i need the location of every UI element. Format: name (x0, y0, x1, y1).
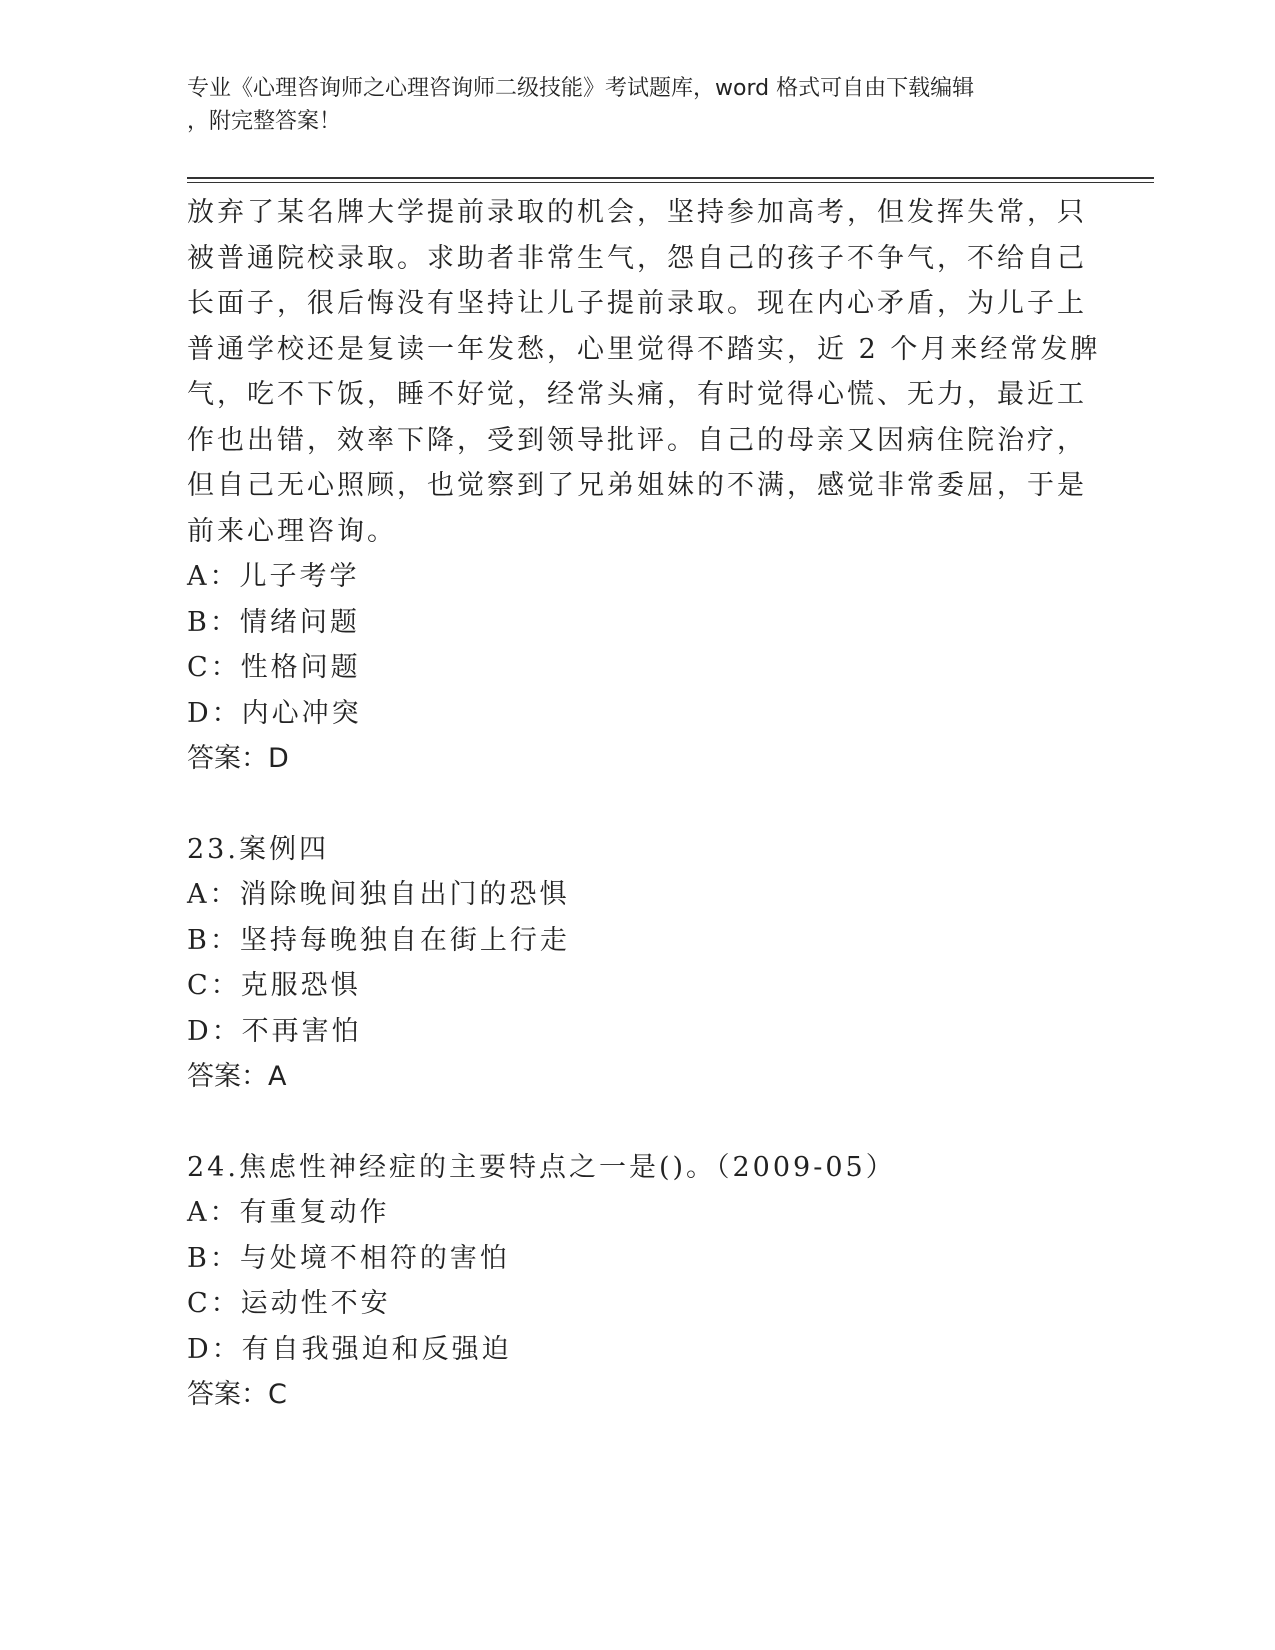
passage-line: 但自己无心照顾，也觉察到了兄弟姐妹的不满，感觉非常委屈，于是 (187, 470, 1087, 501)
document-body (187, 190, 1101, 1418)
answer-line: 答案：A (187, 1061, 287, 1092)
header-divider-thick (187, 177, 1154, 179)
option-b: B：与处境不相符的害怕 (187, 1242, 510, 1274)
header-divider-thin (187, 182, 1154, 183)
option-c: C：运动性不安 (187, 1288, 391, 1319)
passage-line: 普通学校还是复读一年发愁，心里觉得不踏实，近 2 个月来经常发脾 (187, 333, 1101, 365)
passage-line: 作也出错，效率下降，受到领导批评。自己的母亲又因病住院治疗， (187, 424, 1087, 456)
passage-line: 前来心理咨询。 (187, 515, 397, 547)
question-22-continued (187, 190, 1101, 782)
passage-line: 长面子，很后悔没有坚持让儿子提前录取。现在内心矛盾，为儿子上 (187, 288, 1087, 319)
option-c: C：性格问题 (187, 652, 361, 683)
answer-line: 答案：D (187, 743, 289, 774)
option-b: B：情绪问题 (187, 606, 360, 638)
question-24 (187, 1145, 1067, 1418)
option-c: C：克服恐惧 (187, 970, 361, 1001)
question-title: 24.焦虑性神经症的主要特点之一是()。（2009-05） (187, 1151, 896, 1183)
header-line-2: ，附完整答案！ (187, 109, 342, 134)
option-d: D：有自我强迫和反强迫 (187, 1333, 512, 1365)
header-line-1: 专业《心理咨询师之心理咨询师二级技能》考试题库，word 格式可自由下载编辑 (187, 76, 975, 101)
option-d: D：内心冲突 (187, 697, 362, 729)
passage-line: 被普通院校录取。求助者非常生气，怨自己的孩子不争气，不给自己 (187, 242, 1087, 274)
passage-line: 放弃了某名牌大学提前录取的机会，坚持参加高考，但发挥失常，只 (187, 197, 1087, 228)
option-a: A：消除晚间独自出门的恐惧 (187, 879, 570, 910)
question-title: 23.案例四 (187, 833, 329, 865)
answer-line: 答案：C (187, 1379, 287, 1410)
passage-line: 气，吃不下饭，睡不好觉，经常头痛，有时觉得心慌、无力，最近工 (187, 379, 1087, 410)
option-a: A：有重复动作 (187, 1197, 390, 1228)
question-23 (187, 827, 1067, 1100)
option-a: A：儿子考学 (187, 561, 360, 592)
case-passage (187, 190, 1101, 554)
option-d: D：不再害怕 (187, 1015, 362, 1047)
option-b: B：坚持每晚独自在街上行走 (187, 924, 570, 956)
document-header (187, 72, 1067, 138)
